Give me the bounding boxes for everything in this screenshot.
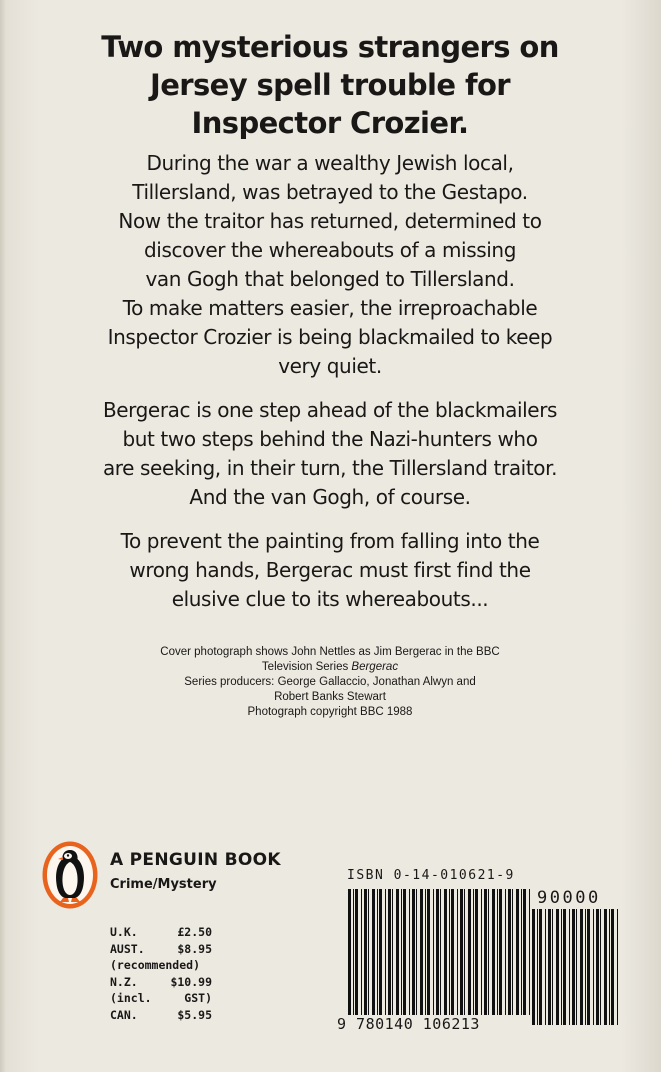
barcode-bar	[377, 889, 378, 1015]
barcode-bar	[587, 909, 590, 1025]
price-region: (incl.	[110, 991, 152, 1005]
barcode-bar	[433, 889, 434, 1015]
barcode-bar	[505, 889, 506, 1015]
barcode-bar	[420, 889, 423, 1015]
barcode-bar	[521, 889, 522, 1015]
barcode-bar	[609, 909, 610, 1025]
barcode-bar	[548, 909, 551, 1025]
barcode-bar	[604, 909, 607, 1025]
barcode-bar	[396, 889, 399, 1015]
barcode-bar	[576, 909, 577, 1025]
barcode-bar	[379, 889, 382, 1015]
price-region: CAN.	[110, 1007, 138, 1022]
barcode-bar	[580, 909, 583, 1025]
price-region: (recommended)	[110, 958, 201, 972]
barcode-bar	[353, 889, 354, 1015]
price-value: £2.50	[177, 925, 212, 939]
blurb-paragraph-3	[60, 527, 600, 614]
series-title: Bergerac	[351, 661, 399, 673]
barcode-bar	[552, 909, 553, 1025]
barcode-bar	[537, 909, 538, 1025]
barcode-bar	[425, 889, 426, 1015]
price-code: 90000	[537, 888, 601, 908]
barcode-bar	[572, 909, 575, 1025]
barcode-bar	[556, 909, 559, 1025]
penguin-logo-icon	[41, 840, 99, 910]
barcode-bar	[497, 889, 498, 1015]
barcode-bar	[427, 889, 430, 1015]
credit-line: Photograph copyright BBC 1988	[247, 706, 413, 718]
price-region: AUST.	[110, 941, 145, 956]
price-region: N.Z.	[110, 974, 138, 989]
price-region: U.K.	[110, 925, 138, 939]
blurb-line: elusive clue to its whereabouts...	[171, 587, 489, 611]
barcode-bar	[473, 889, 474, 1015]
barcode-bar	[481, 889, 482, 1015]
price-row	[110, 990, 212, 1007]
spine-shadow	[0, 0, 6, 1072]
headline	[60, 28, 600, 142]
blurb-paragraph-2	[60, 396, 600, 512]
barcode-bar	[388, 889, 391, 1015]
credit-line: Cover photograph shows John Nettles as Jim Bergerac in the BBC	[160, 646, 500, 658]
headline-line: Two mysterious strangers on	[101, 30, 559, 64]
publisher-block	[110, 849, 281, 894]
price-list	[110, 924, 212, 1023]
price-row	[110, 957, 212, 974]
barcode-bar	[539, 909, 542, 1025]
blurb-line: are seeking, in their turn, the Tillersland traitor.	[102, 456, 558, 480]
barcode-bar	[368, 889, 369, 1015]
blurb-line: To make matters easier, the irreproachable	[122, 296, 538, 320]
barcode-bar	[444, 889, 447, 1015]
genre-label: Crime/Mystery	[110, 877, 217, 892]
barcode-bar	[403, 889, 406, 1015]
barcode-bar	[512, 889, 513, 1015]
price-row	[110, 924, 212, 941]
barcode-bar	[563, 909, 566, 1025]
blurb-line: Inspector Crozier is being blackmailed to keep	[107, 325, 553, 349]
barcode-bar	[617, 909, 618, 1025]
blurb-line: but two steps behind the Nazi-hunters who	[122, 427, 538, 451]
barcode-bar	[416, 889, 417, 1015]
price-value: $5.95	[177, 1007, 212, 1022]
barcode-bar	[385, 889, 386, 1015]
credit-text: Television Series	[261, 661, 352, 673]
blurb-line: During the war a wealthy Jewish local,	[146, 151, 514, 175]
barcode-bar	[529, 889, 530, 1015]
blurb-line: Bergerac is one step ahead of the blackmailers	[102, 398, 558, 422]
barcode-bar	[460, 889, 463, 1015]
barcode-bar	[484, 889, 487, 1015]
blurb-line: To prevent the painting from falling into the	[120, 529, 540, 553]
blurb-line: Now the traitor has returned, determined to	[118, 209, 542, 233]
barcode-bar	[596, 909, 599, 1025]
photo-credits	[130, 645, 530, 720]
barcode-bar	[600, 909, 601, 1025]
barcode-bar	[436, 889, 439, 1015]
barcode-bar	[475, 889, 478, 1015]
credit-line: Series producers: George Gallaccio, Jonathan Alwyn and	[184, 676, 476, 688]
barcode-bar	[488, 889, 489, 1015]
barcode-bar	[561, 909, 562, 1025]
barcode-bar	[412, 889, 415, 1015]
blurb-paragraph-1	[60, 149, 600, 381]
barcode-bar	[451, 889, 454, 1015]
price-row	[110, 1007, 212, 1024]
barcode-bar	[545, 909, 546, 1025]
barcode-bar	[355, 889, 358, 1015]
blurb-line: wrong hands, Bergerac must first find the	[129, 558, 531, 582]
blurb-line: Tillersland, was betrayed to the Gestapo.	[132, 180, 528, 204]
blurb-line: very quiet.	[278, 354, 382, 378]
blurb-line: discover the whereabouts of a missing	[144, 238, 516, 262]
credit-line	[130, 660, 530, 675]
publisher-name: A PENGUIN BOOK	[110, 850, 281, 870]
headline-line: Inspector Crozier.	[191, 106, 469, 140]
barcode-bar	[464, 889, 465, 1015]
barcode-bar	[492, 889, 495, 1015]
barcode-bar	[409, 889, 410, 1015]
blurb-line: And the van Gogh, of course.	[189, 485, 471, 509]
headline-line: Jersey spell trouble for	[150, 68, 510, 102]
barcode-bar	[523, 889, 526, 1015]
price-row	[110, 974, 212, 991]
price-value: GST)	[184, 991, 212, 1005]
credit-line: Robert Banks Stewart	[274, 691, 386, 703]
isbn-number: ISBN 0-14-010621-9	[347, 868, 515, 883]
barcode-bar	[499, 889, 502, 1015]
barcode-bar	[401, 889, 402, 1015]
barcode-bar	[457, 889, 458, 1015]
barcode-bar	[348, 889, 351, 1015]
barcode-bar	[585, 909, 586, 1025]
barcode-bar	[593, 909, 594, 1025]
barcode-bar	[569, 909, 570, 1025]
barcode-bar	[372, 889, 375, 1015]
barcode-bar	[468, 889, 471, 1015]
blurb-line: van Gogh that belonged to Tillersland.	[145, 267, 515, 291]
barcode-bar	[361, 889, 362, 1015]
barcode-bar	[364, 889, 367, 1015]
barcode-bar	[611, 909, 614, 1025]
price-value: $10.99	[170, 974, 212, 989]
price-value: $8.95	[177, 941, 212, 956]
barcode-bar	[532, 909, 535, 1025]
barcode-bar	[516, 889, 519, 1015]
barcode-bar	[392, 889, 393, 1015]
barcode-bar	[440, 889, 441, 1015]
ean-digits: 9 780140 106213	[337, 1015, 480, 1033]
barcode-bar	[449, 889, 450, 1015]
barcode-bar	[508, 889, 511, 1015]
price-row	[110, 941, 212, 958]
